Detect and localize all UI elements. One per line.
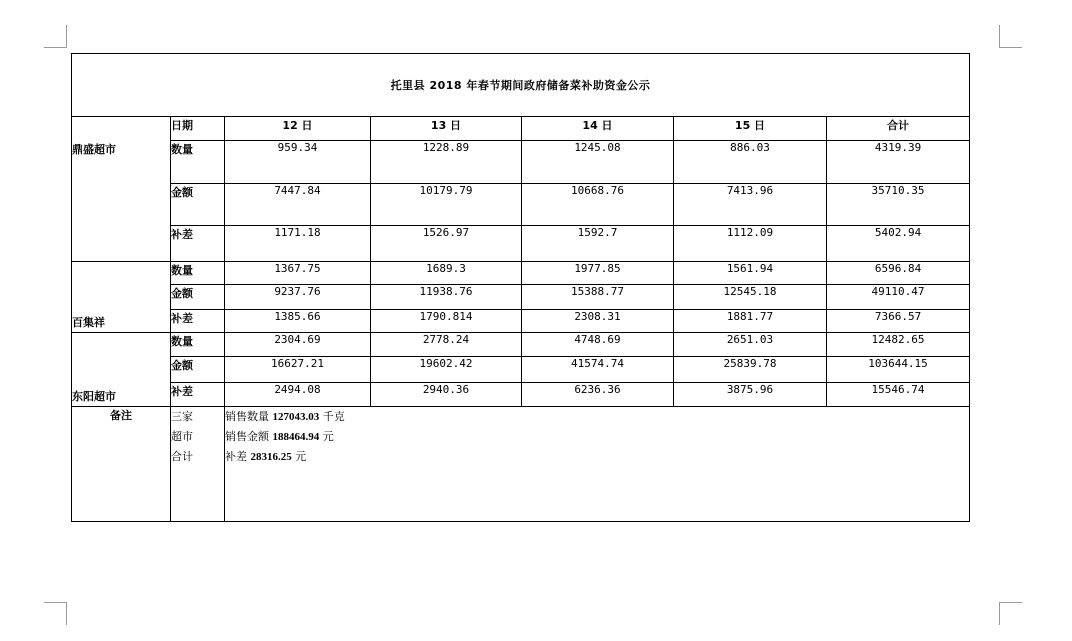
table-cell: 11938.76 <box>371 285 522 310</box>
table-cell: 1977.85 <box>522 262 674 285</box>
summary-unit: 千克 <box>319 410 345 423</box>
row-label: 金额 <box>171 184 225 226</box>
column-header: 合计 <box>827 117 970 141</box>
row-label: 数量 <box>171 333 225 357</box>
summary-line-subsidy <box>225 447 969 467</box>
row-label: 补差 <box>171 383 225 407</box>
table-cell: 6596.84 <box>827 262 970 285</box>
table-cell: 1228.89 <box>371 141 522 184</box>
table-cell: 7413.96 <box>674 184 827 226</box>
subsidy-table <box>71 53 970 522</box>
row-label: 数量 <box>171 262 225 285</box>
summary-prefix: 销售数量 <box>225 410 273 423</box>
table-cell: 1790.814 <box>371 310 522 333</box>
column-header: 13 日 <box>371 117 522 141</box>
table-cell: 1881.77 <box>674 310 827 333</box>
table-cell: 35710.35 <box>827 184 970 226</box>
table-cell: 41574.74 <box>522 357 674 383</box>
store-name: 东阳超市 <box>72 333 171 407</box>
table-cell: 12545.18 <box>674 285 827 310</box>
table-cell: 2778.24 <box>371 333 522 357</box>
summary-prefix: 销售金额 <box>225 430 273 443</box>
row-label: 补差 <box>171 226 225 262</box>
column-header: 14 日 <box>522 117 674 141</box>
summary-text <box>225 407 970 522</box>
table-cell: 10668.76 <box>522 184 674 226</box>
table-cell: 1245.08 <box>522 141 674 184</box>
table-cell: 1526.97 <box>371 226 522 262</box>
summary-unit: 元 <box>291 450 307 463</box>
table-cell: 6236.36 <box>522 383 674 407</box>
crop-mark-bottom-right <box>999 602 1022 625</box>
crop-mark-top-right <box>999 25 1022 48</box>
table-cell: 1561.94 <box>674 262 827 285</box>
table-cell: 1592.7 <box>522 226 674 262</box>
table-cell: 25839.78 <box>674 357 827 383</box>
table-cell: 16627.21 <box>225 357 371 383</box>
table-cell: 5402.94 <box>827 226 970 262</box>
date-label: 日期 <box>171 117 225 141</box>
crop-mark-top-left <box>44 25 67 48</box>
table-cell: 103644.15 <box>827 357 970 383</box>
row-label: 补差 <box>171 310 225 333</box>
table-cell: 4748.69 <box>522 333 674 357</box>
table-cell: 1367.75 <box>225 262 371 285</box>
summary-prefix: 补差 <box>225 450 251 463</box>
store-name: 鼎盛超市 <box>72 117 171 262</box>
table-cell: 9237.76 <box>225 285 371 310</box>
column-header: 15 日 <box>674 117 827 141</box>
table-cell: 2494.08 <box>225 383 371 407</box>
table-cell: 3875.96 <box>674 383 827 407</box>
table-cell: 959.34 <box>225 141 371 184</box>
table-cell: 1385.66 <box>225 310 371 333</box>
table-cell: 15546.74 <box>827 383 970 407</box>
summary-label-line: 合计 <box>171 450 193 463</box>
table-cell: 12482.65 <box>827 333 970 357</box>
document-title: 托里县 2018 年春节期间政府储备菜补助资金公示 <box>72 54 970 117</box>
summary-unit: 元 <box>319 430 334 443</box>
table-cell: 10179.79 <box>371 184 522 226</box>
row-label: 数量 <box>171 141 225 184</box>
table-cell: 1112.09 <box>674 226 827 262</box>
remarks-label: 备注 <box>72 407 171 522</box>
table-cell: 2304.69 <box>225 333 371 357</box>
summary-value: 127043.03 <box>272 411 320 423</box>
crop-mark-bottom-left <box>44 602 67 625</box>
summary-label-line: 三家 <box>171 410 193 423</box>
table-cell: 2651.03 <box>674 333 827 357</box>
summary-line-amount <box>225 427 969 447</box>
table-cell: 19602.42 <box>371 357 522 383</box>
summary-label-line: 超市 <box>171 430 193 443</box>
column-header: 12 日 <box>225 117 371 141</box>
table-cell: 4319.39 <box>827 141 970 184</box>
table-cell: 886.03 <box>674 141 827 184</box>
table-cell: 2308.31 <box>522 310 674 333</box>
summary-value: 188464.94 <box>272 431 320 443</box>
summary-label <box>171 407 225 522</box>
table-cell: 1171.18 <box>225 226 371 262</box>
summary-value: 28316.25 <box>250 451 292 463</box>
row-label: 金额 <box>171 285 225 310</box>
table-cell: 49110.47 <box>827 285 970 310</box>
table-cell: 15388.77 <box>522 285 674 310</box>
row-label: 金额 <box>171 357 225 383</box>
table-cell: 7447.84 <box>225 184 371 226</box>
table-cell: 2940.36 <box>371 383 522 407</box>
store-name: 百集祥 <box>72 262 171 333</box>
summary-line-quantity <box>225 407 969 427</box>
table-cell: 1689.3 <box>371 262 522 285</box>
table-cell: 7366.57 <box>827 310 970 333</box>
